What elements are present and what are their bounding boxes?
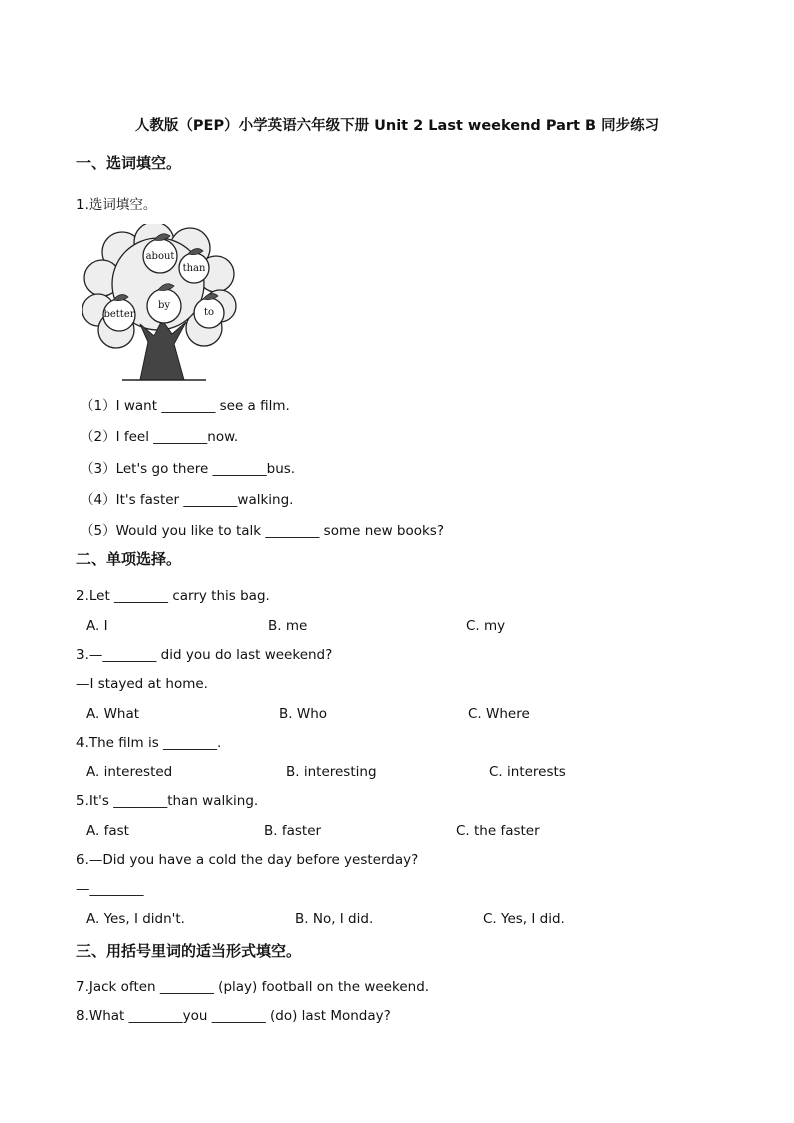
question-6-option-b: B. No, I did. <box>295 911 374 927</box>
question-4-option-c: C. interests <box>489 764 566 780</box>
tree-word-by: by <box>157 300 171 311</box>
section-heading-1: 一、选词填空。 <box>76 154 182 172</box>
question-5-option-a: A. fast <box>86 823 129 839</box>
question-3-option-c: C. Where <box>468 706 530 722</box>
question-5-option-c: C. the faster <box>456 823 540 839</box>
section-heading-3: 三、用括号里词的适当形式填空。 <box>76 942 302 960</box>
question-1-stem: 1.选词填空。 <box>76 197 157 213</box>
question-8-stem: 8.What ________you ________ (do) last Monday? <box>76 1008 391 1024</box>
tree-word-about: about <box>145 251 175 262</box>
question-2-option-c: C. my <box>466 618 506 634</box>
question-4-stem: 4.The film is ________. <box>76 735 222 751</box>
question-6-option-c: C. Yes, I did. <box>483 911 565 927</box>
question-7-stem: 7.Jack often ________ (play) football on the weekend. <box>76 979 430 995</box>
question-5-option-b: B. faster <box>264 823 322 839</box>
question-5-stem: 5.It's ________than walking. <box>76 793 259 809</box>
question-1-item-2: （2）I feel ________now. <box>80 429 239 445</box>
question-4-option-a: A. interested <box>86 764 173 780</box>
question-6-option-a: A. Yes, I didn't. <box>86 911 185 927</box>
question-3-answer-line: —I stayed at home. <box>76 676 208 692</box>
question-3-stem: 3.—________ did you do last weekend? <box>76 647 333 663</box>
section-heading-2: 二、单项选择。 <box>76 550 182 568</box>
page-title: 人教版（PEP）小学英语六年级下册 Unit 2 Last weekend Part B 同步练习 <box>134 118 660 134</box>
tree-word-to: to <box>203 307 215 318</box>
question-2-stem: 2.Let ________ carry this bag. <box>76 588 270 604</box>
question-3-option-a: A. What <box>86 706 140 722</box>
question-3-option-b: B. Who <box>279 706 328 722</box>
question-1-item-4: （4）It's faster ________walking. <box>80 492 294 508</box>
question-6-stem: 6.—Did you have a cold the day before yesterday? <box>76 852 419 868</box>
question-1-item-5: （5）Would you like to talk ________ some new books? <box>80 523 445 539</box>
question-2-option-b: B. me <box>268 618 308 634</box>
question-2-option-a: A. I <box>86 618 108 634</box>
question-6-answer-line: —________ <box>76 881 144 897</box>
question-4-option-b: B. interesting <box>286 764 377 780</box>
tree-word-better: better <box>103 309 135 320</box>
question-1-item-3: （3）Let's go there ________bus. <box>80 461 296 477</box>
question-1-item-1: （1）I want ________ see a film. <box>80 398 290 414</box>
tree-word-than: than <box>182 263 206 274</box>
